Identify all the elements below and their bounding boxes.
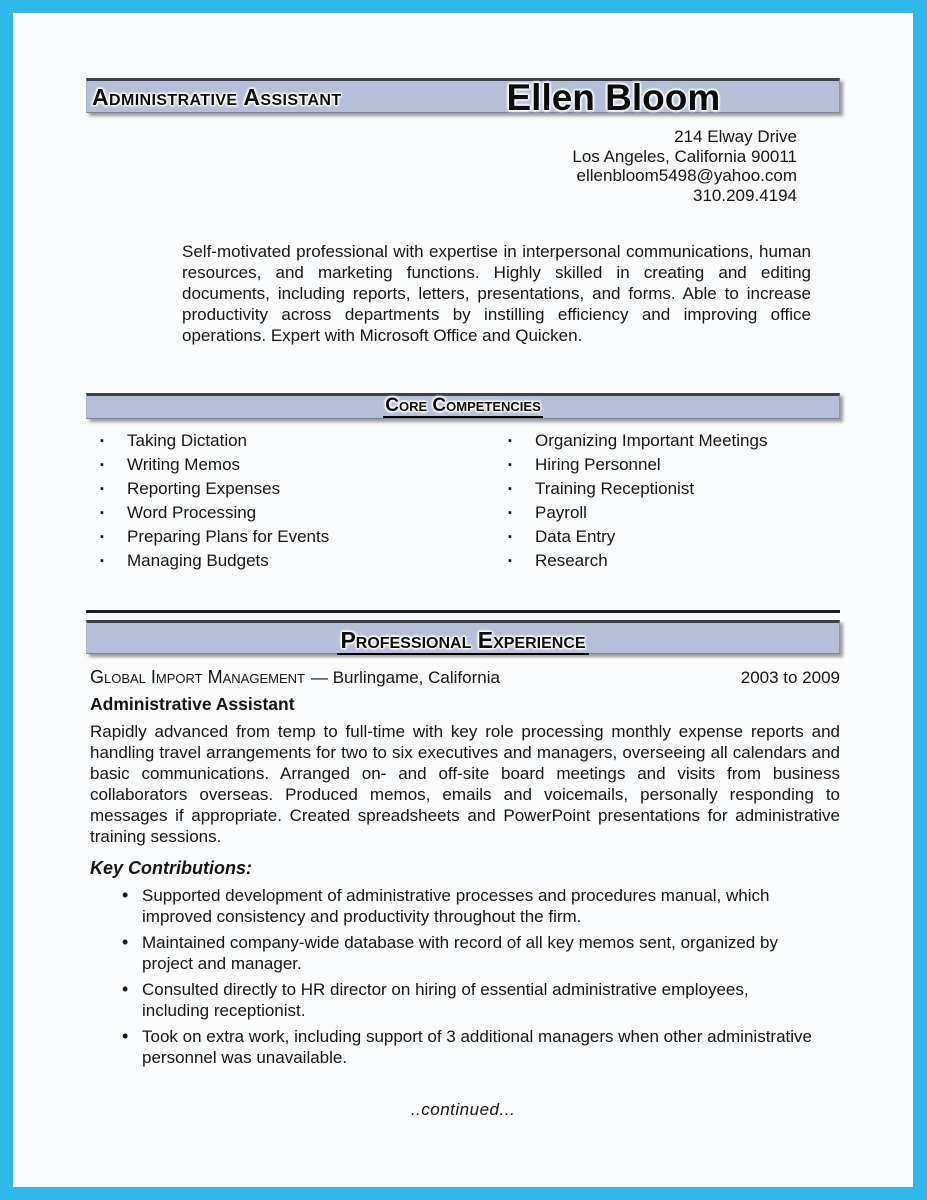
- competency-label: Word Processing: [127, 503, 257, 522]
- professional-experience-heading: Professional Experience: [337, 628, 588, 655]
- employer-row: [90, 666, 840, 689]
- square-bullet-icon: ▪: [100, 531, 104, 543]
- contact-line: Los Angeles, California 90011: [572, 146, 797, 166]
- core-competencies-bar: [86, 393, 840, 419]
- competency-label: Taking Dictation: [127, 431, 248, 450]
- contact-line: ellenbloom5498@yahoo.com: [576, 166, 797, 185]
- key-contribution-item: [122, 885, 813, 927]
- competency-item: [100, 501, 508, 525]
- square-bullet-icon: ▪: [100, 483, 104, 495]
- competency-label: Reporting Expenses: [127, 479, 281, 498]
- competency-label: Organizing Important Meetings: [535, 431, 768, 450]
- competency-label: Managing Budgets: [127, 551, 269, 570]
- job-title: Administrative Assistant: [90, 694, 295, 714]
- competency-item: [100, 525, 508, 549]
- core-competencies-heading: Core Competencies: [385, 395, 541, 416]
- core-competencies-left-column: [100, 429, 508, 573]
- square-bullet-icon: ▪: [100, 459, 104, 471]
- competency-label: Payroll: [535, 503, 587, 522]
- contact-line: 214 Elway Drive: [674, 127, 797, 146]
- competency-item: [100, 453, 508, 477]
- round-bullet-icon: •: [122, 1026, 129, 1046]
- round-bullet-icon: •: [122, 932, 129, 952]
- competency-label: Writing Memos: [127, 455, 241, 474]
- header-role-title: Administrative Assistant: [92, 84, 342, 110]
- contact-block: [13, 127, 797, 205]
- section-divider-line: [86, 610, 840, 613]
- employment-dates: 2003 to 2009: [740, 668, 840, 687]
- job-description: Rapidly advanced from temp to full-time with key role processing monthly expense reports and handling travel arrangements for two to six executives and managers, overseeing all calendars and basic communications. Arranged on- and off-site board meetings and visits from business collaborators overseas. Produced memos, emails and voicemails, personally responding to messages if appropriate. Created spreadsheets and PowerPoint presentations for administrative training sessions.: [90, 722, 840, 846]
- key-contribution-item: [122, 1026, 813, 1068]
- competency-item: [508, 501, 767, 525]
- square-bullet-icon: ▪: [508, 507, 512, 519]
- square-bullet-icon: ▪: [100, 555, 104, 567]
- key-contribution-item: [122, 979, 813, 1021]
- employer-location: — Burlingame, California: [310, 668, 500, 687]
- key-contribution-item: [122, 932, 813, 974]
- competency-item: [508, 525, 767, 549]
- competency-item: [508, 549, 767, 573]
- competency-item: [100, 477, 508, 501]
- key-contribution-text: Supported development of administrative processes and procedures manual, which improved consistency and productivity throughout the firm.: [142, 886, 770, 926]
- key-contribution-text: Took on extra work, including support of 3 additional managers when other administrative personnel was unavailable.: [142, 1027, 812, 1067]
- core-competencies-right-column: [508, 429, 767, 573]
- key-contributions-heading: Key Contributions:: [90, 858, 252, 878]
- square-bullet-icon: ▪: [508, 531, 512, 543]
- summary-paragraph: Self-motivated professional with expertise in interpersonal communications, human resources, and marketing functions. Highly skilled in creating and editing documents, including reports, letters, presentations, and forms. Able to increase productivity across departments by instilling efficiency and improving office operations. Expert with Microsoft Office and Quicken.: [182, 242, 811, 345]
- competency-item: [100, 549, 508, 573]
- key-contribution-text: Consulted directly to HR director on hiring of essential administrative employees, including receptionist.: [142, 980, 749, 1020]
- key-contributions-list: [122, 885, 813, 1068]
- competency-item: [508, 477, 767, 501]
- square-bullet-icon: ▪: [508, 435, 512, 447]
- square-bullet-icon: ▪: [508, 555, 512, 567]
- competency-item: [508, 429, 767, 453]
- square-bullet-icon: ▪: [100, 507, 104, 519]
- contact-line: 310.209.4194: [693, 185, 797, 205]
- competency-label: Data Entry: [535, 527, 616, 546]
- continued-note: ..continued...: [410, 1100, 516, 1119]
- round-bullet-icon: •: [122, 885, 129, 905]
- round-bullet-icon: •: [122, 979, 129, 999]
- employer-name-location: [90, 666, 500, 689]
- square-bullet-icon: ▪: [100, 435, 104, 447]
- key-contribution-text: Maintained company-wide database with record of all key memos sent, organized by project and manager.: [142, 933, 778, 973]
- competency-label: Hiring Personnel: [535, 455, 661, 474]
- square-bullet-icon: ▪: [508, 459, 512, 471]
- competency-label: Training Receptionist: [535, 479, 695, 498]
- competency-label: Research: [535, 551, 608, 570]
- core-competencies-columns: [86, 429, 840, 573]
- employer-name: Global Import Management: [90, 667, 305, 687]
- candidate-name: Ellen Bloom: [506, 77, 721, 118]
- competency-item: [100, 429, 508, 453]
- competency-item: [508, 453, 767, 477]
- resume-page: [13, 13, 913, 1187]
- competency-label: Preparing Plans for Events: [127, 527, 330, 546]
- professional-experience-bar: [86, 620, 840, 654]
- square-bullet-icon: ▪: [508, 483, 512, 495]
- header-bar: [86, 77, 840, 118]
